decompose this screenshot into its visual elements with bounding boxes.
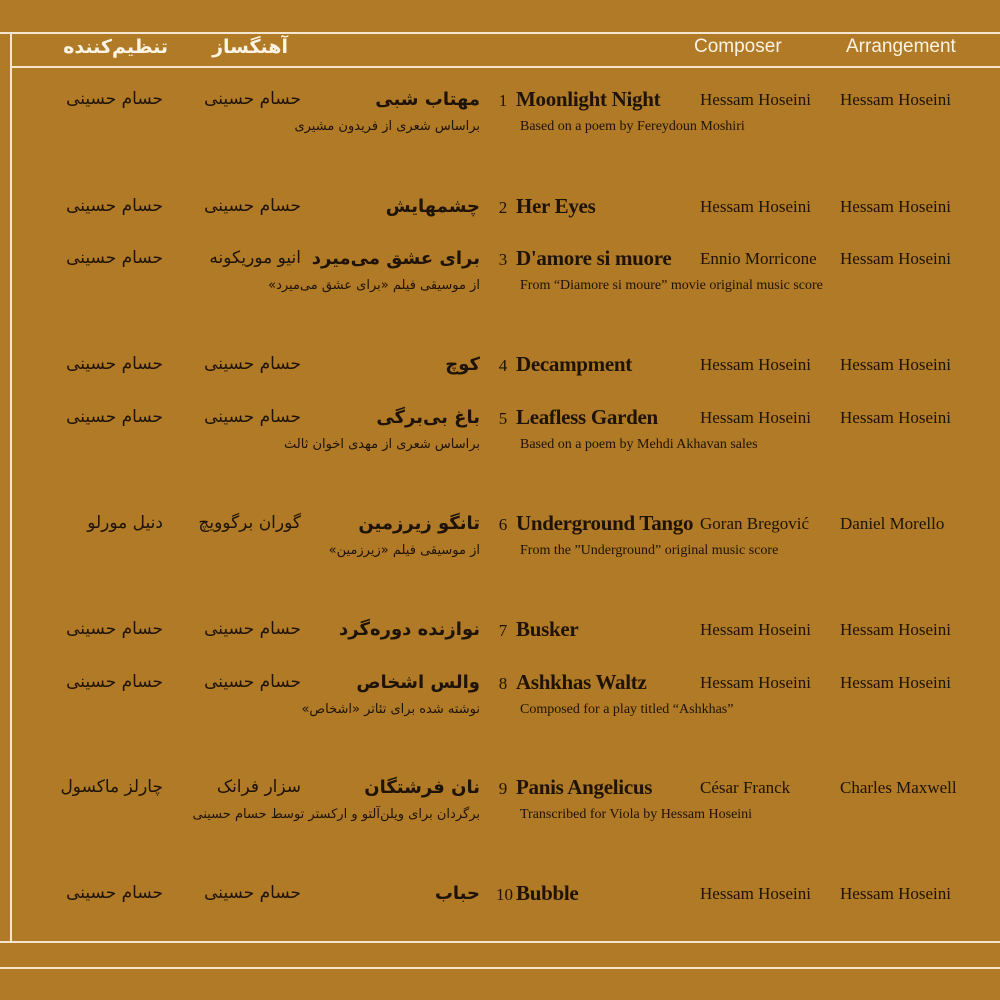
- header-divider: [10, 66, 1000, 68]
- track-composer-fa: انیو موریکونه: [209, 248, 301, 268]
- track-title: Underground Tango: [516, 511, 694, 535]
- track-row: [0, 883, 1000, 943]
- track-number: 8: [498, 674, 508, 693]
- track-arranger: Hessam Hoseini: [840, 197, 951, 216]
- track-composer-fa: حسام حسینی: [204, 883, 301, 903]
- track-note: Based on a poem by Fereydoun Moshiri: [520, 119, 745, 134]
- track-title-fa: برای عشق می‌میرد: [311, 248, 480, 269]
- track-arranger: Hessam Hoseini: [840, 673, 951, 692]
- track-arranger-fa: حسام حسینی: [66, 248, 163, 268]
- track-composer-fa: حسام حسینی: [204, 672, 301, 692]
- track-row: [0, 619, 1000, 679]
- track-title: Leafless Garden: [516, 405, 658, 429]
- track-number: 4: [498, 356, 508, 375]
- track-composer-fa: حسام حسینی: [204, 354, 301, 374]
- track-row: [0, 672, 1000, 732]
- track-composer-fa: حسام حسینی: [204, 619, 301, 639]
- track-note-fa: براساس شعری از مهدی اخوان ثالث: [284, 437, 480, 452]
- track-title-fa: مهتاب شبی: [375, 89, 480, 110]
- track-note-fa: برگردان برای ویلن‌آلتو و ارکستر توسط حسام حسینی: [192, 807, 480, 822]
- track-arranger: Hessam Hoseini: [840, 620, 951, 639]
- track-arranger-fa: دنیل مورلو: [87, 513, 163, 533]
- track-title-fa: چشمهایش: [385, 196, 480, 217]
- track-title: Decampment: [516, 352, 632, 376]
- track-title-fa: نوازنده دوره‌گرد: [339, 619, 480, 640]
- track-number: 7: [498, 621, 508, 640]
- track-arranger: Daniel Morello: [840, 514, 945, 533]
- track-number: 3: [498, 250, 508, 269]
- track-note-fa: نوشته شده برای تئاتر «اشخاص»: [301, 702, 480, 717]
- track-number: 9: [498, 779, 508, 798]
- track-note-fa: براساس شعری از فریدون مشیری: [294, 119, 480, 134]
- track-composer-fa: سزار فرانک: [216, 777, 301, 797]
- track-row: [0, 513, 1000, 573]
- header-arrangement: Arrangement: [846, 36, 956, 57]
- track-row: [0, 354, 1000, 414]
- track-arranger-fa: حسام حسینی: [66, 672, 163, 692]
- track-title: Moonlight Night: [516, 87, 661, 111]
- track-composer: César Franck: [700, 778, 791, 797]
- track-composer: Hessam Hoseini: [700, 673, 811, 692]
- track-row: [0, 196, 1000, 256]
- track-title-fa: تانگو زیرزمین: [358, 513, 480, 534]
- track-title: Panis Angelicus: [516, 775, 653, 799]
- track-arranger: Hessam Hoseini: [840, 355, 951, 374]
- track-number: 1: [498, 91, 508, 110]
- track-arranger: Hessam Hoseini: [840, 408, 951, 427]
- track-note-fa: از موسیقی فیلم «برای عشق می‌میرد»: [268, 278, 480, 293]
- track-composer-fa: گوران برگوویچ: [198, 513, 301, 533]
- track-title-fa: حباب: [434, 883, 480, 904]
- track-number: 2: [498, 198, 508, 217]
- track-title-fa: کوچ: [445, 354, 480, 375]
- track-row: [0, 407, 1000, 467]
- track-row: [0, 89, 1000, 149]
- track-composer: Hessam Hoseini: [700, 620, 811, 639]
- top-divider: [0, 32, 1000, 34]
- track-note: From “Diamore si moure” movie original music score: [520, 278, 823, 293]
- track-note: Composed for a play titled “Ashkhas”: [520, 702, 734, 717]
- track-note: Based on a poem by Mehdi Akhavan sales: [520, 437, 758, 452]
- track-composer: Goran Bregović: [700, 514, 810, 533]
- track-title: Ashkhas Waltz: [516, 670, 647, 694]
- track-title: D'amore si muore: [516, 246, 672, 270]
- track-composer-fa: حسام حسینی: [204, 89, 301, 109]
- bottom-divider-2: [0, 967, 1000, 969]
- track-arranger-fa: حسام حسینی: [66, 196, 163, 216]
- track-composer: Hessam Hoseini: [700, 408, 811, 427]
- track-arranger-fa: حسام حسینی: [66, 883, 163, 903]
- track-number: 5: [498, 409, 508, 428]
- track-arranger: Charles Maxwell: [840, 778, 957, 797]
- header-fa-arrangement: تنظیم‌کننده: [63, 36, 168, 58]
- track-arranger: Hessam Hoseini: [840, 90, 951, 109]
- track-title-fa: والس اشخاص: [356, 672, 480, 693]
- track-arranger-fa: چارلز ماکسول: [60, 777, 163, 797]
- track-composer: Hessam Hoseini: [700, 884, 811, 903]
- track-title-fa: باغ بی‌برگی: [376, 407, 480, 428]
- track-note: From the ”Underground” original music score: [520, 543, 779, 558]
- track-title: Busker: [516, 617, 579, 641]
- track-row: [0, 777, 1000, 837]
- track-title-fa: نان فرشتگان: [364, 777, 480, 798]
- track-title: Bubble: [516, 881, 579, 905]
- header-composer: Composer: [694, 36, 782, 57]
- track-arranger-fa: حسام حسینی: [66, 619, 163, 639]
- track-arranger: Hessam Hoseini: [840, 249, 951, 268]
- track-arranger: Hessam Hoseini: [840, 884, 951, 903]
- track-number: 6: [498, 515, 508, 534]
- track-note-fa: از موسیقی فیلم «زیرزمین»: [328, 543, 480, 558]
- track-number: 10: [496, 885, 513, 904]
- header-fa-composer: آهنگساز: [212, 36, 288, 58]
- track-composer: Ennio Morricone: [700, 249, 817, 268]
- track-title: Her Eyes: [516, 194, 596, 218]
- track-row: [0, 248, 1000, 308]
- track-arranger-fa: حسام حسینی: [66, 89, 163, 109]
- track-arranger-fa: حسام حسینی: [66, 354, 163, 374]
- track-composer: Hessam Hoseini: [700, 90, 811, 109]
- track-composer: Hessam Hoseini: [700, 355, 811, 374]
- track-arranger-fa: حسام حسینی: [66, 407, 163, 427]
- track-composer-fa: حسام حسینی: [204, 196, 301, 216]
- track-note: Transcribed for Viola by Hessam Hoseini: [520, 807, 753, 822]
- track-composer-fa: حسام حسینی: [204, 407, 301, 427]
- track-composer: Hessam Hoseini: [700, 197, 811, 216]
